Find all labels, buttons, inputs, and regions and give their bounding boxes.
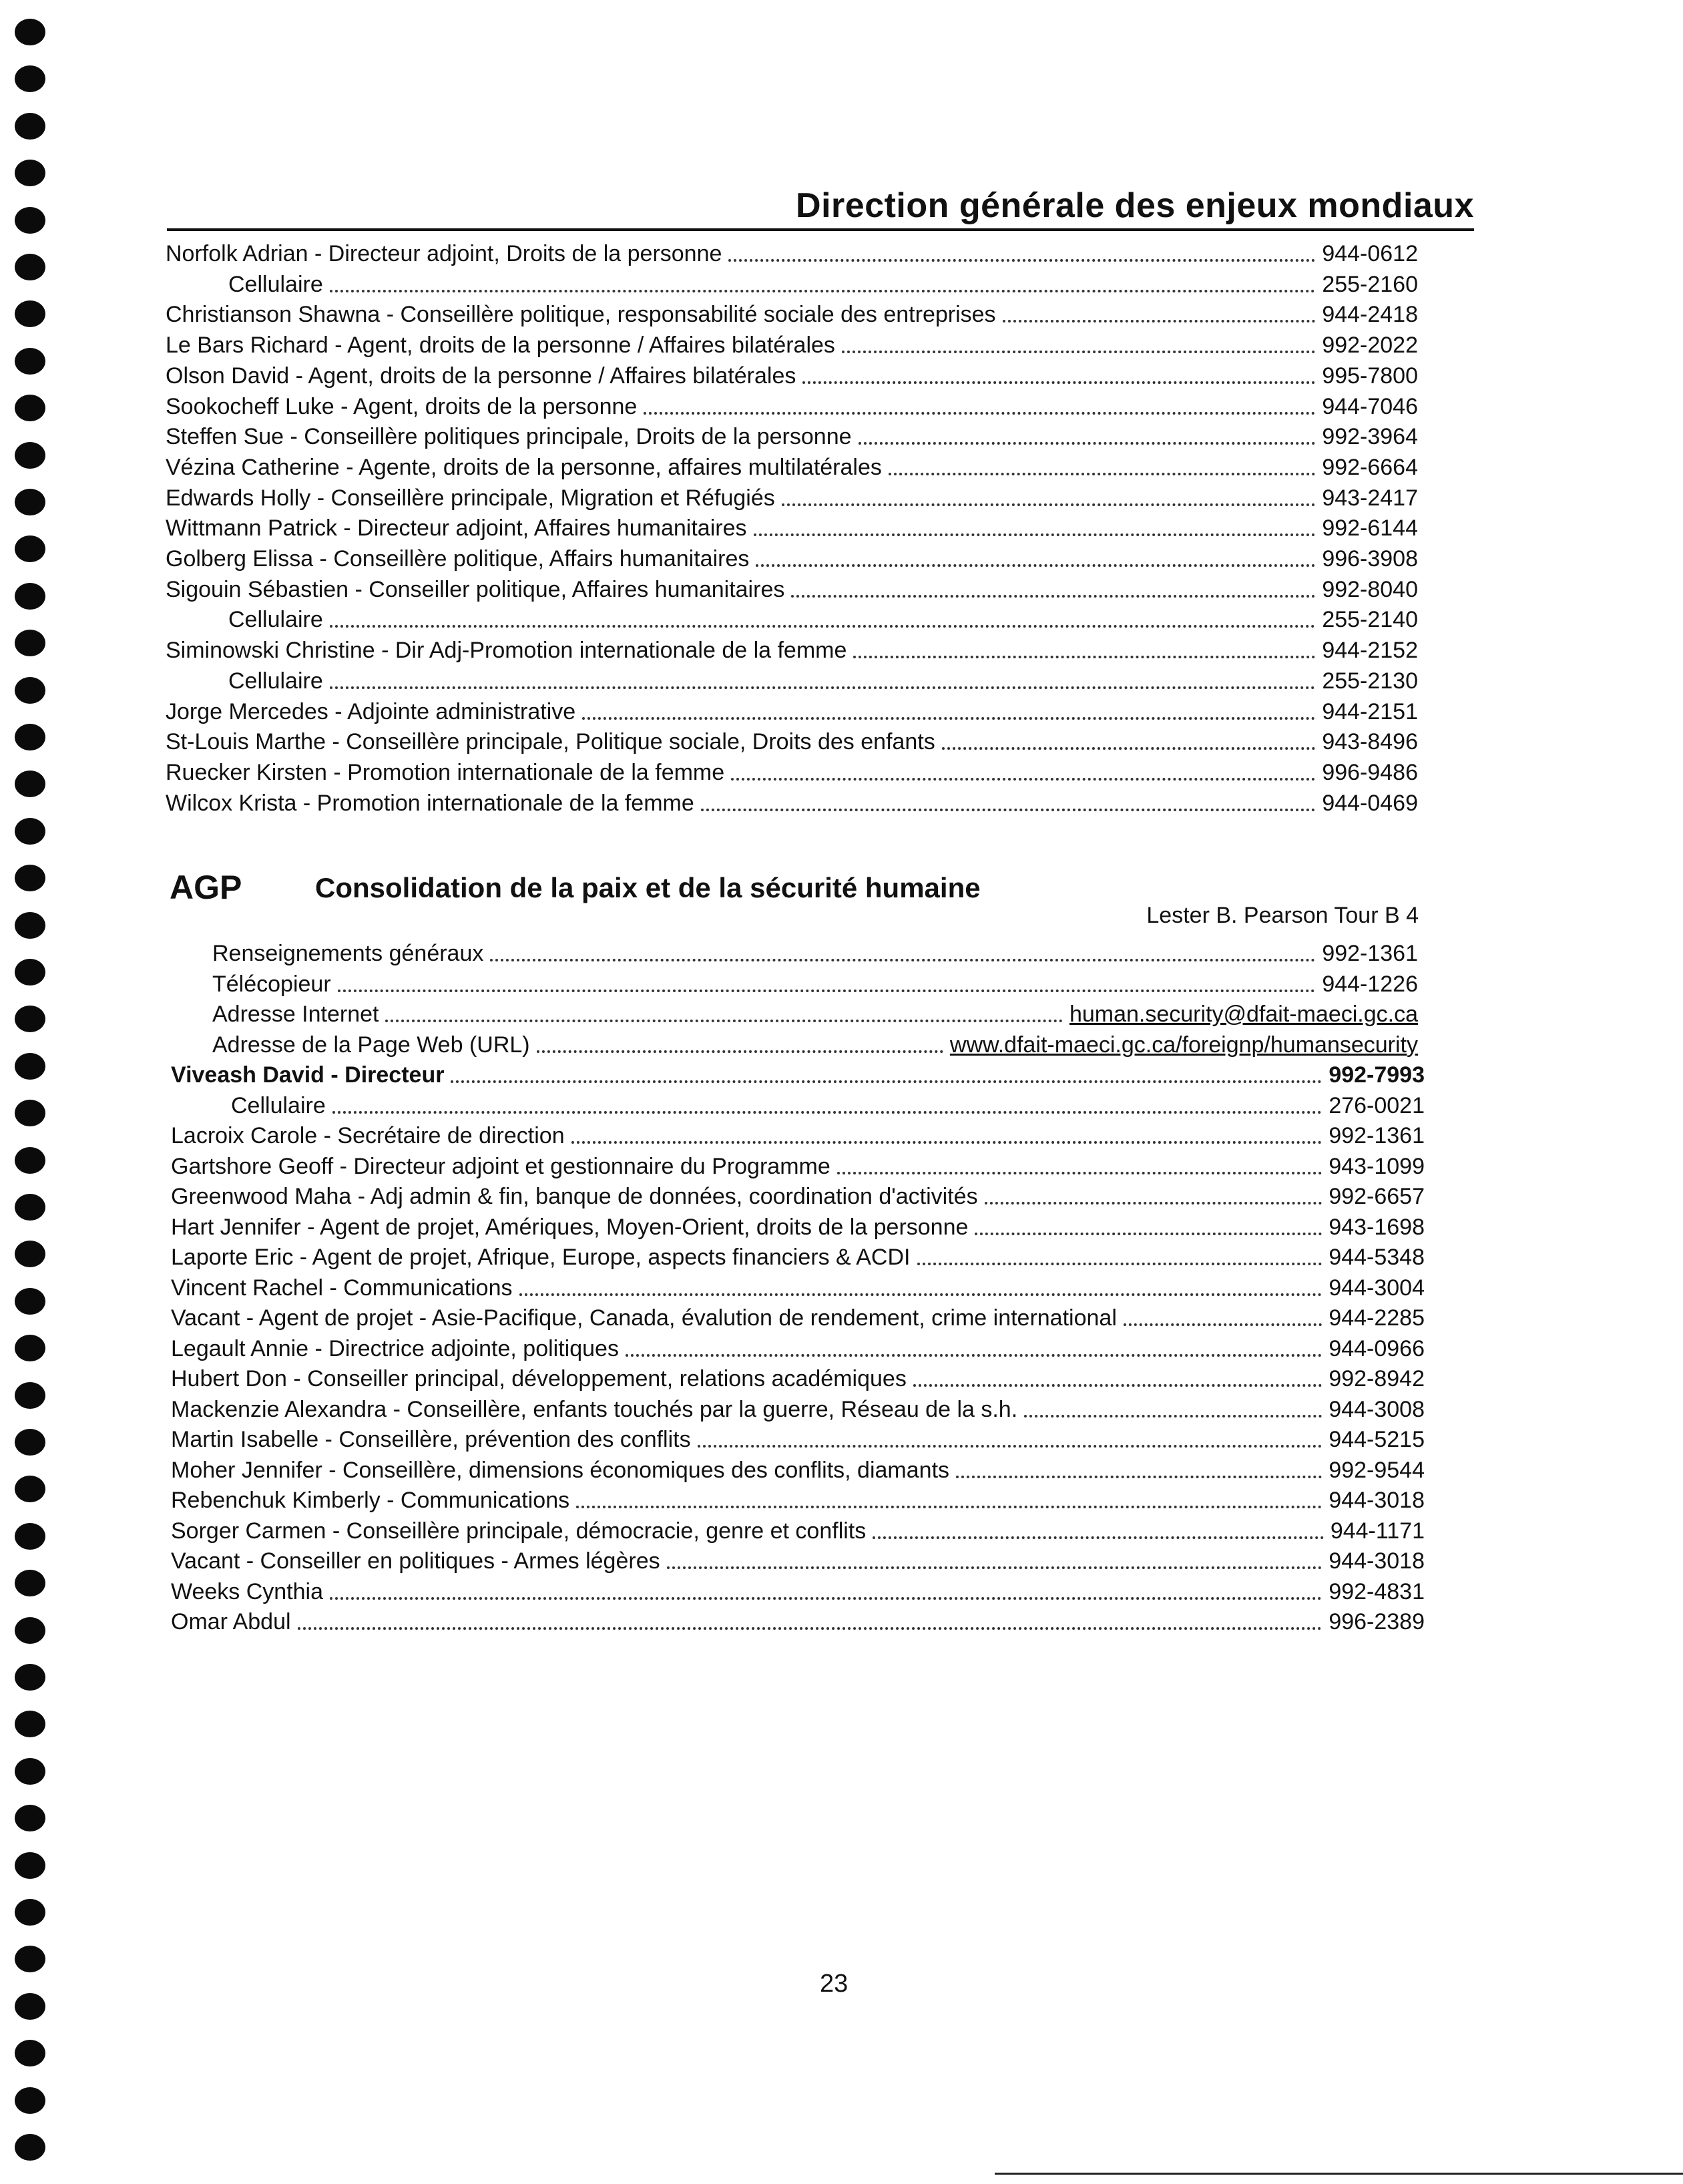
directory-entry [171,1422,1425,1453]
entry-phone: 944-3018 [1329,1548,1425,1574]
entry-name: Cellulaire [231,1092,326,1118]
binding-hole [15,1570,45,1596]
dot-leader [338,990,1316,992]
directory-entry [171,1240,1425,1271]
entry-name: Vacant - Agent de projet - Asie-Pacifique, Canada, évalution de rendement, crime international [171,1305,1117,1331]
entry-phone: 944-5348 [1329,1245,1425,1270]
directory-entry [171,1604,1425,1635]
dot-leader [451,1080,1322,1083]
page-number: 23 [820,1970,849,1998]
binding-hole [15,1805,45,1831]
entry-phone: 944-3018 [1329,1488,1425,1513]
entry-link[interactable]: www.dfait-maeci.gc.ca/foreignp/humansecurity [949,1032,1418,1058]
directory-entry [171,1392,1425,1423]
directory-entry [166,328,1418,359]
dot-leader [802,381,1315,384]
entry-phone: 992-9544 [1329,1457,1425,1483]
dot-leader [837,1172,1323,1174]
directory-entry [166,724,1418,755]
directory-entry [166,633,1418,664]
entry-phone: 944-1171 [1330,1518,1425,1544]
entry-phone: 255-2160 [1322,271,1418,297]
binding-hole [15,818,45,845]
binding-hole [15,1476,45,1502]
entry-name: Gartshore Geoff - Directeur adjoint et gestionnaire du Programme [171,1153,830,1179]
binding-hole [15,160,45,186]
entry-phone: 992-1361 [1329,1123,1425,1148]
entry-name: Golberg Elissa - Conseillère politique, Affairs humanitaires [166,546,750,572]
entry-phone: 992-6144 [1322,515,1418,541]
directory-entry [171,1210,1425,1241]
entry-name: Legault Annie - Directrice adjointe, politiques [171,1335,619,1361]
entry-name: Ruecker Kirsten - Promotion internationale de la femme [166,759,725,785]
directory-entry [166,755,1418,786]
binding-hole [15,65,45,92]
entry-phone: 943-1099 [1329,1153,1425,1179]
binding-hole [15,959,45,986]
directory-entry [171,1271,1425,1301]
dot-leader [330,686,1316,689]
directory-entry [171,1574,1425,1605]
entry-name: Greenwood Maha - Adj admin & fin, banque de données, coordination d'activités [171,1184,978,1209]
directory-entry [171,1483,1425,1514]
dot-leader [298,1627,1323,1630]
entry-phone: 992-3964 [1322,424,1418,450]
entry-name: Rebenchuk Kimberly - Communications [171,1488,570,1513]
directory-entry [166,786,1418,817]
entry-name: Jorge Mercedes - Adjointe administrative [166,698,576,724]
entry-phone: 996-9486 [1322,759,1418,785]
dot-leader [1024,1415,1322,1417]
entry-name: Norfolk Adrian - Directeur adjoint, Droits de la personne [166,241,722,266]
binding-hole [15,1194,45,1221]
entry-phone: 944-2151 [1322,698,1418,724]
binding-hole [15,1664,45,1691]
binding-hole [15,207,45,234]
directory-entry [231,1088,1425,1119]
directory-entry [166,541,1418,572]
entry-name: Christianson Shawna - Conseillère politique, responsabilité sociale des entreprises [166,302,996,328]
dot-leader [644,412,1315,415]
entry-name: Renseignements généraux [212,941,484,966]
directory-entry [212,936,1418,967]
binding-hole [15,1006,45,1032]
binding-hole [15,1899,45,1926]
entry-name: Sorger Carmen - Conseillère principale, démocracie, genre et conflits [171,1518,867,1544]
binding-hole [15,1617,45,1644]
dot-leader [731,778,1315,781]
dot-leader [728,259,1315,262]
binding-hole [15,1429,45,1456]
entry-name: Sigouin Sébastien - Conseiller politique, Affaires humanitaires [166,576,785,602]
dot-leader [873,1536,1324,1539]
dot-leader [782,503,1316,506]
dot-leader [756,564,1315,567]
dot-leader [1124,1323,1322,1326]
directory-entry [212,967,1418,998]
binding-hole [15,1241,45,1267]
binding-hole [15,1288,45,1315]
binding-hole [15,1946,45,1972]
directory-entry [228,664,1418,694]
binding-hole [15,1852,45,1879]
entry-phone: 996-3908 [1322,546,1418,572]
entry-phone: 944-0469 [1322,790,1418,816]
dot-leader [626,1354,1322,1357]
entry-phone: 943-2417 [1322,485,1418,511]
dot-leader [698,1445,1323,1448]
dot-leader [330,625,1316,628]
dot-leader [330,1597,1322,1600]
entry-name: Sookocheff Luke - Agent, droits de la personne [166,393,638,419]
entry-phone: 944-3004 [1329,1275,1425,1301]
entry-phone: 992-8942 [1329,1366,1425,1391]
entry-name: Vacant - Conseiller en politiques - Armes légères [171,1548,660,1574]
entry-name: Steffen Sue - Conseillère politiques principale, Droits de la personne [166,424,852,450]
entry-name: St-Louis Marthe - Conseillère principale, Politique sociale, Droits des enfants [166,729,935,755]
binding-hole [15,535,45,562]
directory-entry [166,511,1418,541]
entry-phone: 995-7800 [1322,363,1418,389]
entry-name: Adresse de la Page Web (URL) [212,1032,530,1058]
dot-leader [385,1020,1062,1022]
entry-phone: 992-4831 [1329,1578,1425,1604]
binding-hole [15,2087,45,2114]
entry-name: Wittmann Patrick - Directeur adjoint, Affaires humanitaires [166,515,747,541]
entry-name: Cellulaire [228,271,323,297]
entry-phone: 992-2022 [1322,333,1418,359]
entry-phone: 944-3008 [1329,1396,1425,1422]
page-title: Direction générale des enjeux mondiaux [796,186,1474,225]
dot-leader [859,442,1316,445]
directory-entry [171,1149,1425,1180]
entry-phone: 944-2152 [1322,638,1418,664]
dot-leader [889,473,1315,475]
binding-hole [15,630,45,656]
entry-name: Mackenzie Alexandra - Conseillère, enfants touchés par la guerre, Réseau de la s.h. [171,1396,1018,1422]
directory-entry [171,1361,1425,1392]
entry-phone: 992-7993 [1329,1062,1425,1088]
dot-leader [571,1141,1323,1144]
dot-leader [853,656,1315,658]
binding-hole [15,1053,45,1080]
entry-phone: 944-1226 [1322,971,1418,997]
dot-leader [956,1476,1322,1478]
binding-hole [15,1382,45,1409]
entry-phone: 944-2285 [1329,1305,1425,1331]
binding-hole [15,113,45,140]
binding-hole [15,489,45,515]
directory-entry [171,1058,1425,1088]
binding-hole [15,724,45,750]
directory-entry [171,1179,1425,1210]
entry-phone: 255-2130 [1322,668,1418,694]
dot-leader [582,717,1315,720]
binding-hole [15,677,45,704]
entry-name: Martin Isabelle - Conseillère, prévention des conflits [171,1427,691,1452]
directory-entry [212,997,1418,1028]
dot-leader [701,809,1316,811]
dot-leader [791,595,1315,598]
directory-entry [171,1514,1425,1544]
entry-name: Laporte Eric - Agent de projet, Afrique, Europe, aspects financiers & ACDI [171,1245,911,1270]
binding-hole [15,912,45,939]
entry-name: Cellulaire [228,668,323,694]
directory-entry [166,359,1418,389]
binding-hole [15,254,45,280]
dot-leader [576,1506,1322,1508]
entry-phone: 992-6664 [1322,454,1418,480]
binding-hole [15,771,45,797]
binding-hole [15,300,45,327]
dot-leader [842,351,1315,353]
entry-name: Weeks Cynthia [171,1578,324,1604]
entry-name: Omar Abdul [171,1609,291,1634]
entry-phone: 944-2418 [1322,302,1418,328]
dot-leader [1003,320,1316,322]
entry-phone: 996-2389 [1329,1609,1425,1634]
binding-hole [15,1711,45,1737]
entry-name: Edwards Holly - Conseillère principale, Migration et Réfugiés [166,485,775,511]
directory-entry [166,297,1418,328]
entry-phone: 944-5215 [1329,1427,1425,1452]
entry-name: Moher Jennifer - Conseillère, dimensions économiques des conflits, diamants [171,1457,950,1483]
binding-hole [15,1523,45,1550]
binding-hole [15,395,45,421]
dot-leader [985,1202,1323,1205]
dot-leader [332,1111,1323,1114]
entry-name: Adresse Internet [212,1002,379,1027]
entry-name: Viveash David - Directeur [171,1062,445,1088]
dot-leader [917,1263,1323,1265]
dot-leader [667,1566,1323,1569]
dot-leader [913,1384,1323,1387]
entry-name: Siminowski Christine - Dir Adj-Promotion internationale de la femme [166,638,847,664]
binding-hole [15,865,45,891]
section-title: Consolidation de la paix et de la sécurité humaine [315,872,981,903]
entry-phone: 255-2140 [1322,607,1418,633]
binding-hole [15,1100,45,1126]
entry-phone: 276-0021 [1329,1092,1425,1118]
dot-leader [490,959,1315,961]
directory-entry [171,1118,1425,1149]
entry-name: Lacroix Carole - Secrétaire de direction [171,1123,565,1148]
entry-name: Télécopieur [212,971,331,997]
entry-phone: 992-6657 [1329,1184,1425,1209]
section-location: Lester B. Pearson Tour B 4 [1146,903,1419,928]
bottom-rule [995,2173,1683,2175]
directory-entry [166,572,1418,603]
entry-name: Hubert Don - Conseiller principal, développement, relations académiques [171,1366,907,1391]
entry-link[interactable]: human.security@dfait-maeci.gc.ca [1069,1002,1418,1027]
entry-name: Cellulaire [228,607,323,633]
section-code: AGP [170,869,242,906]
directory-entry [171,1544,1425,1574]
dot-leader [519,1293,1323,1296]
directory-entry [166,236,1418,267]
entry-name: Hart Jennifer - Agent de projet, Amériques, Moyen-Orient, droits de la personne [171,1214,969,1240]
directory-entry [166,450,1418,481]
directory-entry [166,389,1418,420]
page-header [167,179,1474,231]
entry-phone: 992-8040 [1322,576,1418,602]
entry-phone: 944-0966 [1329,1335,1425,1361]
binding-hole [15,2134,45,2161]
entry-name: Olson David - Agent, droits de la personne / Affaires bilatérales [166,363,796,389]
entry-phone: 992-1361 [1322,941,1418,966]
entry-phone: 944-7046 [1322,393,1418,419]
dot-leader [942,747,1316,750]
directory-entry [228,602,1418,633]
entry-name: Le Bars Richard - Agent, droits de la personne / Affaires bilatérales [166,333,835,359]
dot-leader [975,1233,1322,1235]
binding-hole [15,348,45,375]
binding-hole [15,442,45,469]
entry-phone: 943-1698 [1329,1214,1425,1240]
directory-entry [212,1028,1418,1058]
directory-entry [228,267,1418,298]
binding-hole [15,1993,45,2020]
directory-entry [171,1453,1425,1484]
entry-phone: 943-8496 [1322,729,1418,755]
entry-name: Vézina Catherine - Agente, droits de la personne, affaires multilatérales [166,454,882,480]
binding-hole [15,2040,45,2066]
directory-entry [166,419,1418,450]
directory-entry [166,481,1418,511]
dot-leader [754,533,1316,536]
entry-phone: 944-0612 [1322,241,1418,266]
directory-entry [166,694,1418,725]
entry-name: Wilcox Krista - Promotion internationale de la femme [166,790,694,816]
entry-name: Vincent Rachel - Communications [171,1275,513,1301]
directory-entry [171,1301,1425,1331]
binding-hole [15,1758,45,1785]
directory-entry [171,1331,1425,1362]
dot-leader [330,290,1316,292]
binding-hole [15,19,45,45]
binding-hole [15,583,45,610]
dot-leader [537,1050,943,1053]
binding-holes [15,0,48,2184]
binding-hole [15,1335,45,1361]
binding-hole [15,1147,45,1174]
